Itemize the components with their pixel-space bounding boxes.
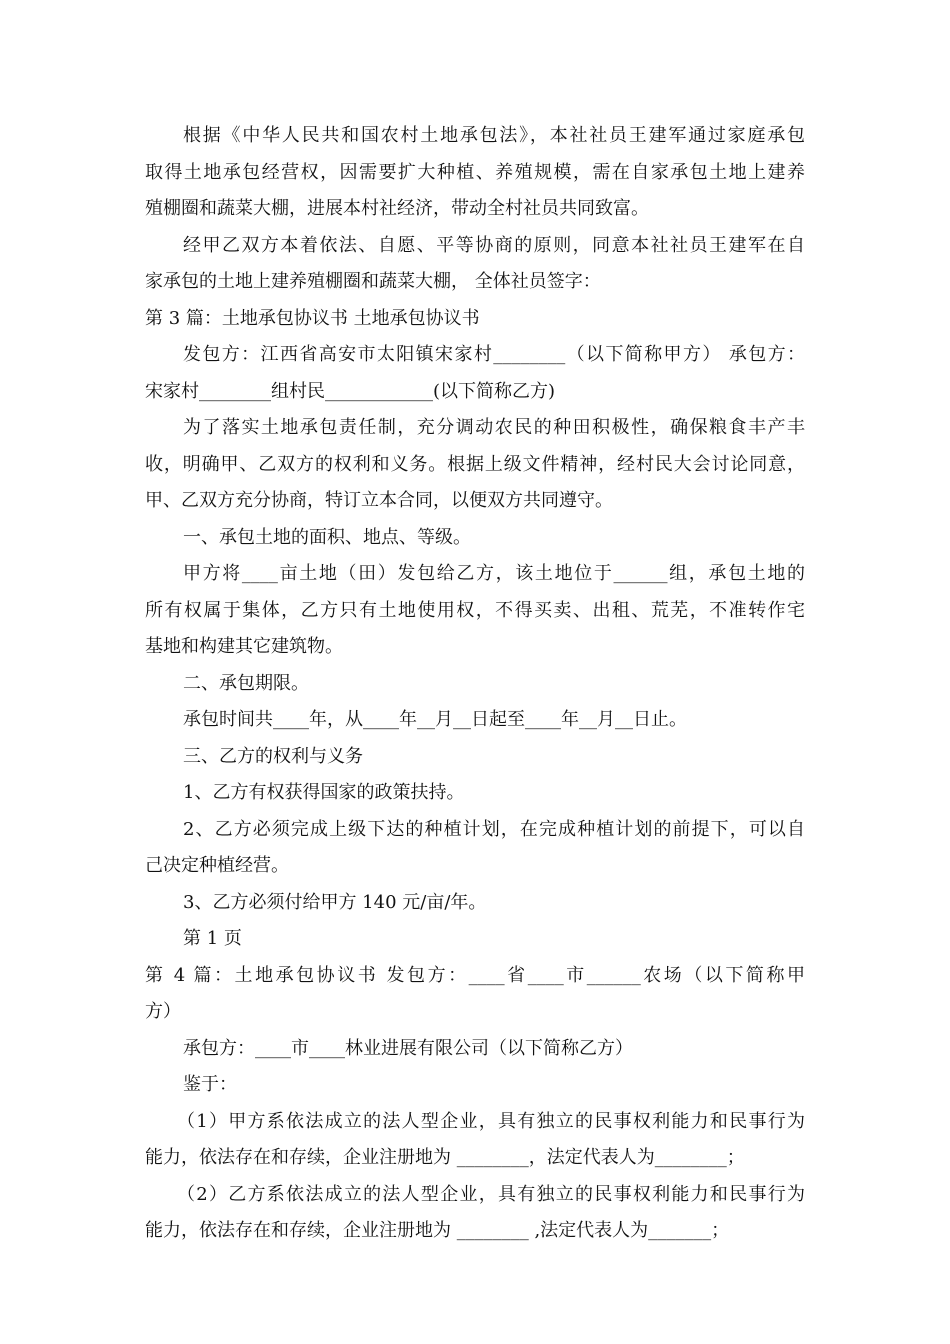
text-line: 能力，依法存在和存续，企业注册地为 ________ ,法定代表人为_______； (145, 1220, 730, 1241)
page-number: 第 1 页 (183, 928, 242, 949)
text-line: 鉴于： (183, 1074, 237, 1095)
clause-heading: 一、承包土地的面积、地点、等级。 (183, 526, 471, 548)
section-heading: 第 3 篇：土地承包协议书 土地承包协议书 (145, 307, 480, 329)
text-line: 己决定种植经营。 (145, 855, 289, 876)
clause-heading: 二、承包期限。 (183, 672, 309, 694)
text-line: 承包方：____市____林业进展有限公司（以下简称乙方） (183, 1037, 633, 1059)
text-line: 经甲乙双方本着依法、自愿、平等协商的原则，同意本社社员王建军在自 (183, 234, 805, 256)
text-line: 承包时间共____年，从____年__月__日起至____年__月__日止。 (183, 709, 687, 730)
text-line: 为了落实土地承包责任制，充分调动农民的种田积极性，确保粮食丰产丰 (183, 417, 805, 438)
text-line: 2、乙方必须完成上级下达的种植计划，在完成种植计划的前提下，可以自 (183, 818, 805, 840)
text-line: 取得土地承包经营权，因需要扩大种植、养殖规模，需在自家承包土地上建养 (145, 161, 805, 183)
text-line: 根据《中华人民共和国农村土地承包法》，本社社员王建军通过家庭承包 (183, 125, 805, 146)
text-line: （2）乙方系依法成立的法人型企业，具有独立的民事权利能力和民事行为 (177, 1183, 805, 1205)
document-page (145, 118, 805, 1250)
text-line: 基地和构建其它建筑物。 (145, 636, 343, 657)
text-line: 宋家村________组村民____________(以下简称乙方) (145, 380, 556, 402)
text-line: 殖棚圈和蔬菜大棚，进展本村社经济，带动全村社员共同致富。 (145, 198, 649, 219)
text-line: 3、乙方必须付给甲方 140 元/亩/年。 (183, 891, 487, 913)
text-line: 能力，依法存在和存续，企业注册地为 ________，法定代表人为________； (145, 1147, 745, 1168)
clause-heading: 三、乙方的权利与义务 (183, 745, 363, 767)
text-line: 发包方：江西省高安市太阳镇宋家村________（以下简称甲方） 承包方： (183, 344, 805, 365)
text-line: 家承包的土地上建养殖棚圈和蔬菜大棚， 全体社员签字： (145, 271, 601, 292)
section-heading: 第 4 篇：土地承包协议书 发包方：____省____市______农场（以下简称甲 (145, 964, 805, 986)
text-line: 甲、乙双方充分协商，特订立本合同，以便双方共同遵守。 (145, 490, 613, 511)
text-line: 收，明确甲、乙双方的权利和义务。根据上级文件精神，经村民大会讨论同意， (145, 453, 805, 475)
text-line: 1、乙方有权获得国家的政策扶持。 (183, 782, 465, 803)
text-line: 方） (145, 1001, 181, 1022)
text-line: 甲方将____亩土地（田）发包给乙方，该土地位于______组，承包土地的 (183, 563, 805, 584)
text-line: （1）甲方系依法成立的法人型企业，具有独立的民事权利能力和民事行为 (177, 1110, 805, 1132)
text-line: 所有权属于集体，乙方只有土地使用权，不得买卖、出租、荒芜，不准转作宅 (145, 599, 805, 621)
